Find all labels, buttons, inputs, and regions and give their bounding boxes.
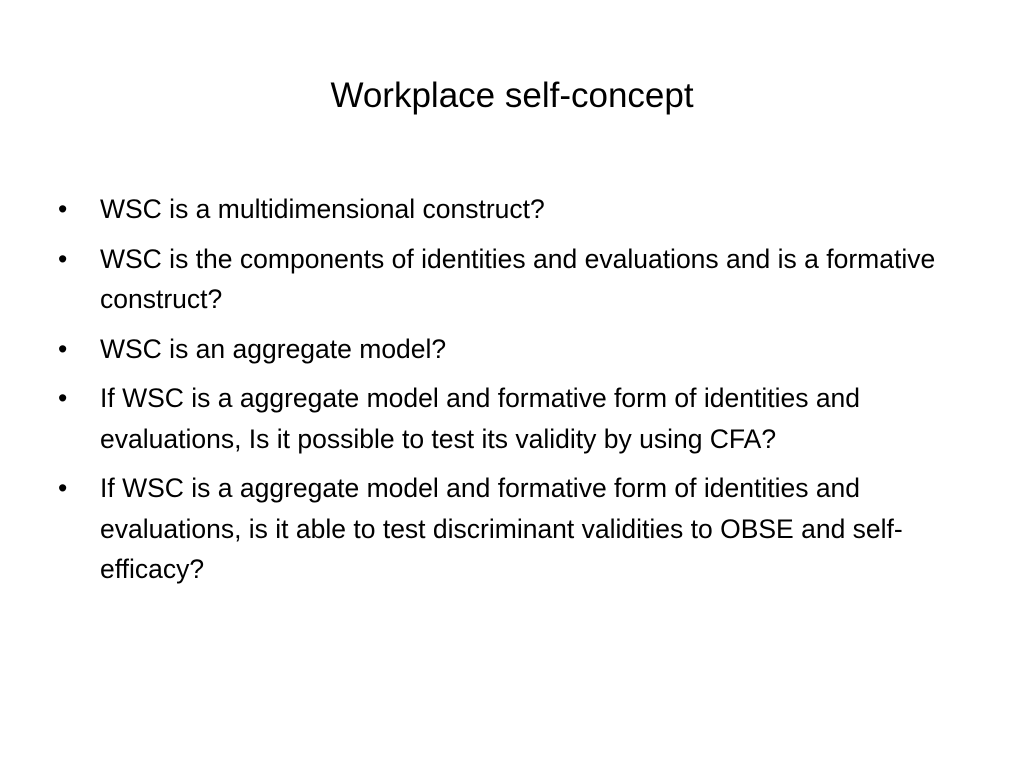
bullet-list bbox=[58, 189, 978, 599]
bullet-icon: • bbox=[58, 243, 68, 274]
bullet-icon: • bbox=[58, 473, 68, 503]
list-item bbox=[58, 239, 978, 320]
bullet-icon: • bbox=[58, 383, 68, 413]
bullet-text: WSC is a multidimensional construct? bbox=[100, 194, 545, 224]
bullet-text: WSC is the components of identities and evaluations and is a formative construct? bbox=[100, 243, 936, 314]
bullet-text: If WSC is a aggregate model and formative form of identities and evaluations, is it able to test discriminant validities to OBSE and self-efficacy? bbox=[100, 473, 903, 584]
bullet-text: If WSC is a aggregate model and formative form of identities and evaluations, Is it possible to test its validity by using CFA? bbox=[100, 383, 861, 454]
slide-title: Workplace self-concept bbox=[330, 76, 694, 115]
list-item bbox=[58, 189, 978, 230]
list-item bbox=[58, 329, 978, 370]
bullet-icon: • bbox=[58, 194, 68, 224]
bullet-icon: • bbox=[58, 333, 68, 364]
bullet-text: WSC is an aggregate model? bbox=[100, 333, 447, 364]
list-item bbox=[58, 378, 978, 459]
list-item bbox=[58, 468, 978, 590]
